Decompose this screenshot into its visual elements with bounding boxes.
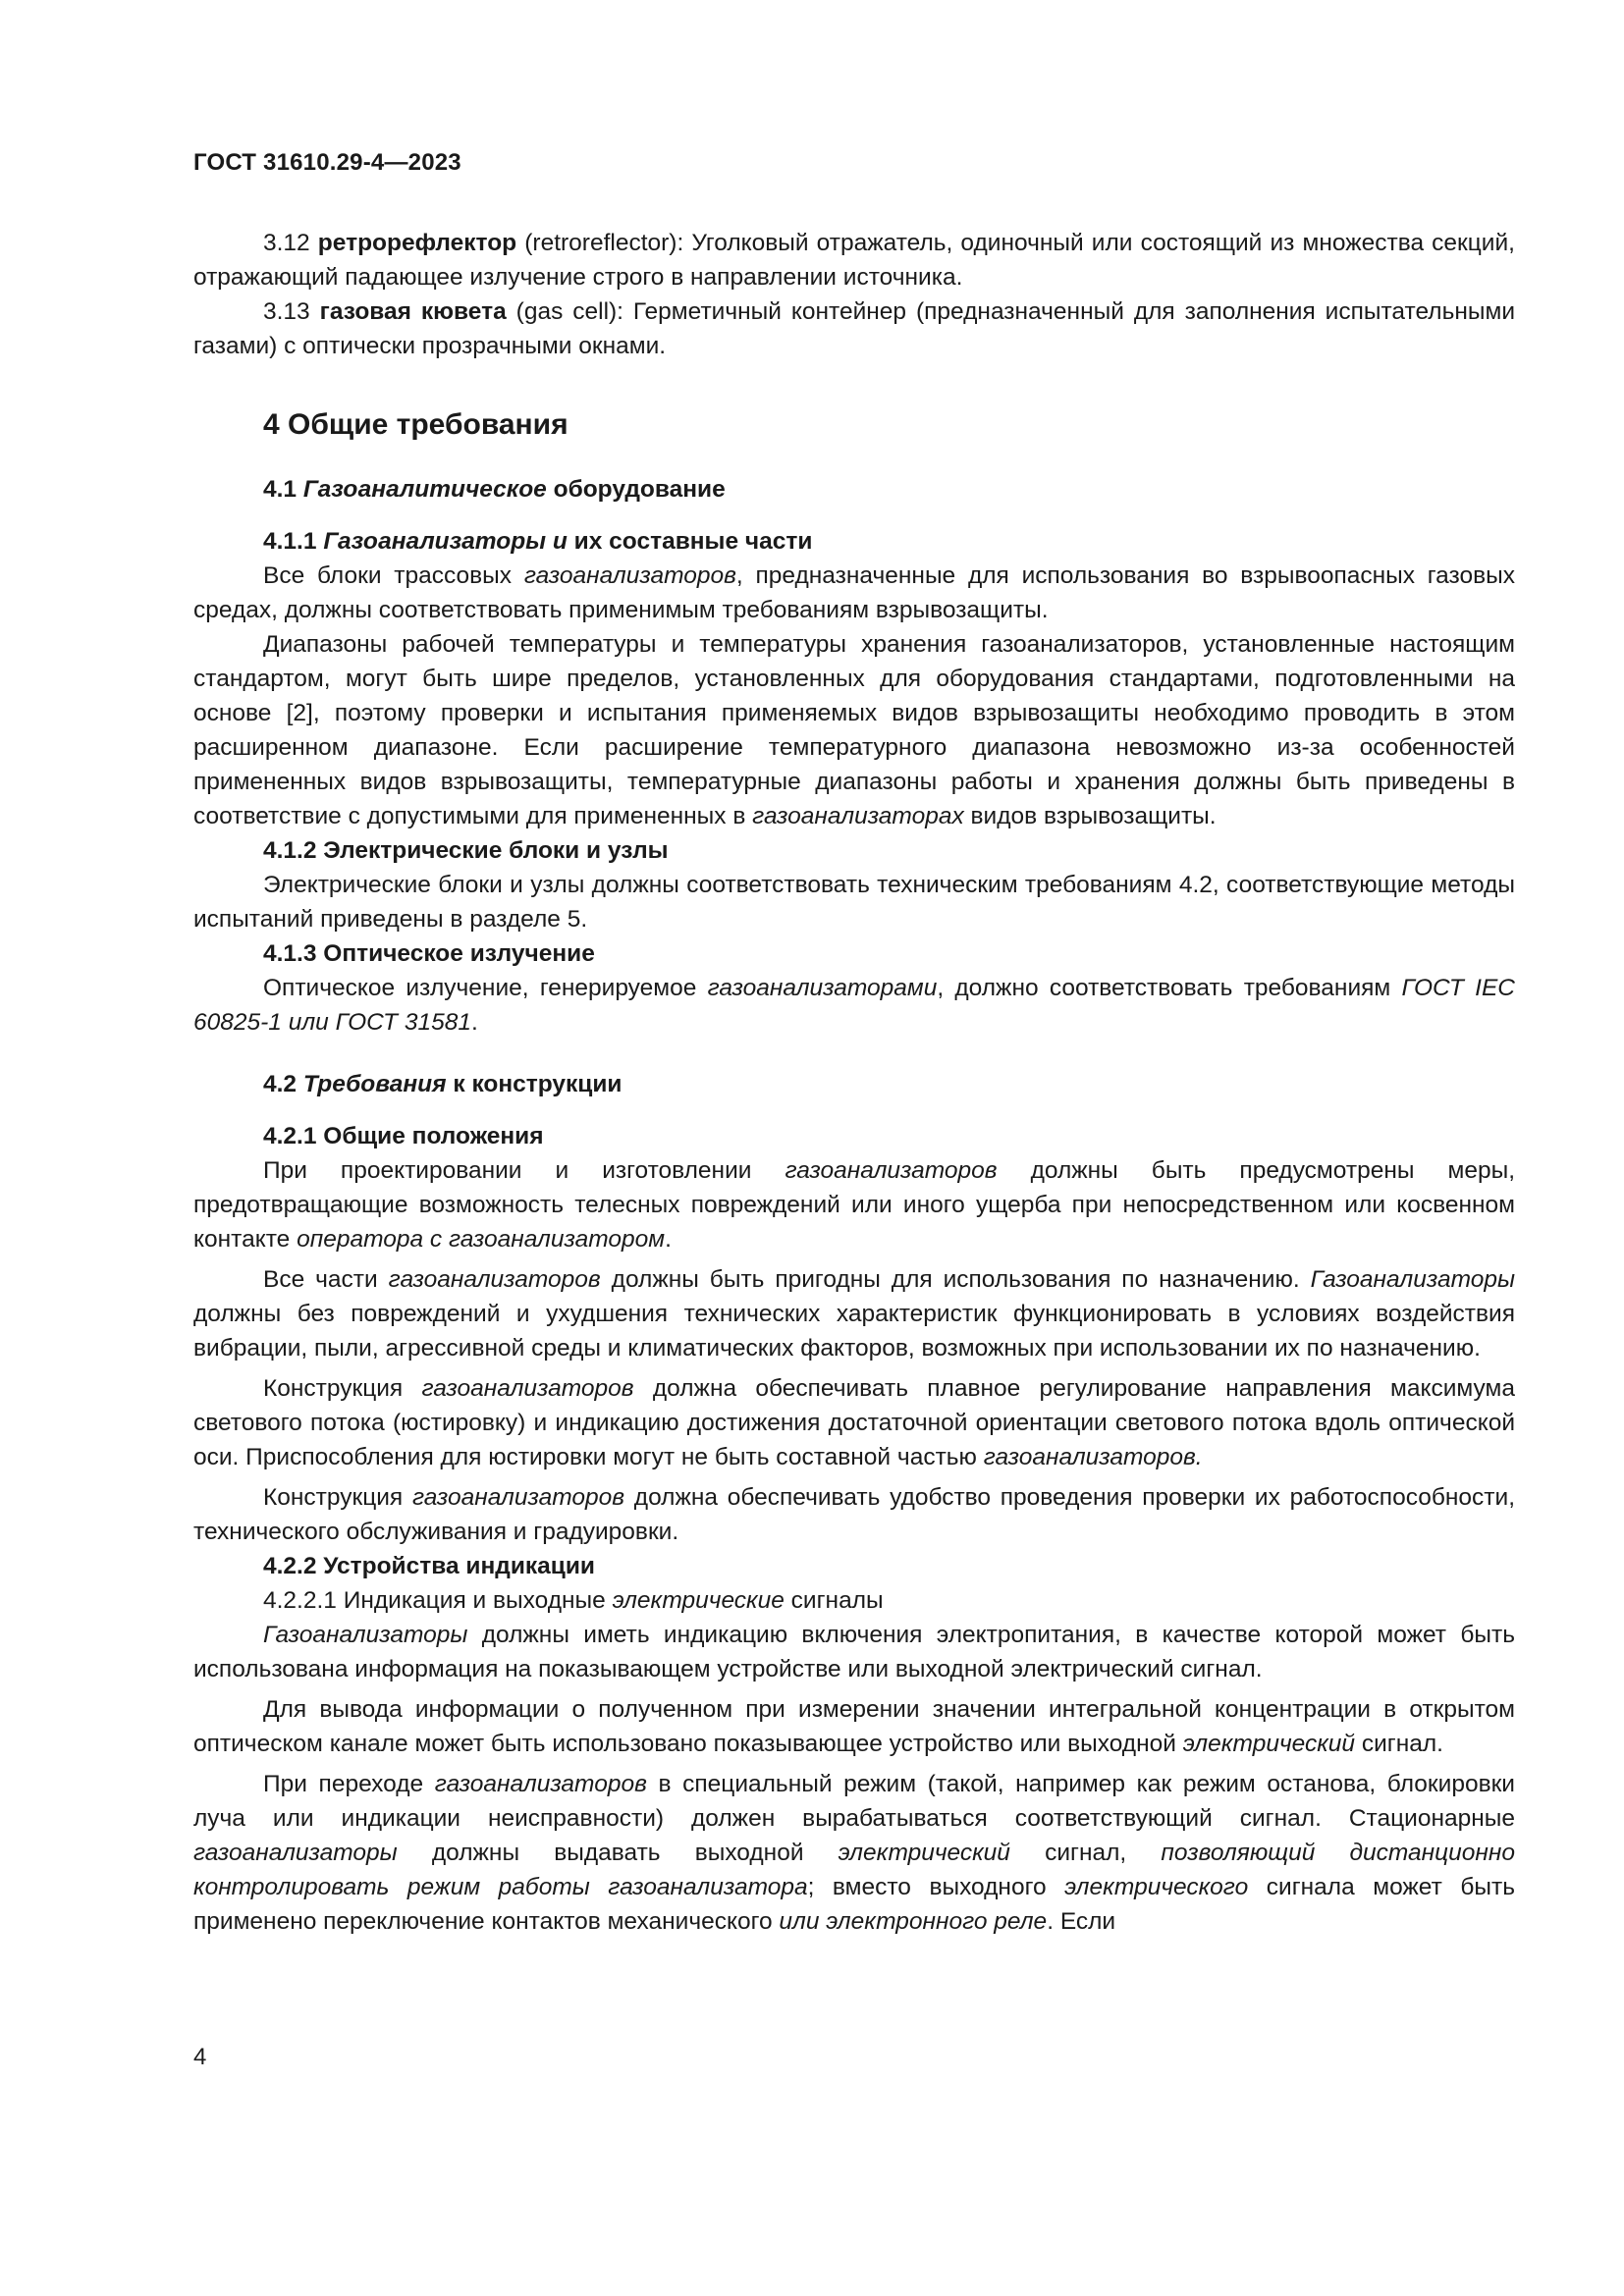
paragraph bbox=[193, 971, 1515, 1040]
text-italic: электрического bbox=[1064, 1874, 1249, 1900]
text-italic: газоанализаторах bbox=[752, 803, 964, 829]
text-run: . Если bbox=[1047, 1908, 1116, 1935]
text-run: 4.1.1 bbox=[263, 528, 324, 555]
text-run: должны быть пригодны для использования по назначению. bbox=[600, 1266, 1311, 1293]
subsection-heading bbox=[263, 1067, 1515, 1101]
text-italic: позволяющий дистанционно контролировать режим работы газоанализатора bbox=[193, 1840, 1515, 1900]
text-run: сигнала может быть применено переключение контактов механического bbox=[193, 1874, 1515, 1935]
text-run: 3.12 bbox=[263, 230, 318, 256]
paragraph bbox=[193, 1583, 1515, 1618]
text-run: При проектировании и изготовлении bbox=[263, 1157, 785, 1184]
text-italic: или электронного реле bbox=[779, 1908, 1048, 1935]
paragraph bbox=[193, 1480, 1515, 1549]
text-run: ; вместо выходного bbox=[807, 1874, 1065, 1900]
clause-heading bbox=[263, 524, 1515, 559]
subsection-heading bbox=[263, 472, 1515, 507]
text-run: Все части bbox=[263, 1266, 389, 1293]
text-run: к конструкции bbox=[446, 1071, 623, 1097]
text-run: (retroreflector): Уголковый отражатель, одиночный или состоящий из множества секций, отражающий падающее излучение строго в направлении источника. bbox=[193, 230, 1515, 291]
text-run: Для вывода информации о полученном при измерении значении интегральной концентрации в открытом оптическом канале может быть использовано показывающее устройство или выходной bbox=[193, 1696, 1515, 1757]
text-run: Электрические блоки и узлы должны соответствовать техническим требованиям 4.2, соответствующие методы испытаний приведены в разделе 5. bbox=[193, 872, 1515, 933]
text-run: должна обеспечивать плавное регулирование направления максимума светового потока (юстировку) и индикацию достижения достаточной ориентации светового потока вдоль оптической оси. Приспособления для юстировки могут не быть составной частью bbox=[193, 1375, 1515, 1470]
text-italic: Газоанализаторы bbox=[263, 1622, 468, 1648]
term-bold: газовая кювета bbox=[319, 298, 507, 325]
paragraph bbox=[193, 294, 1515, 363]
text-run: (gas cell): Герметичный контейнер (предназначенный для заполнения испытательными газами) с оптически прозрачными окнами. bbox=[193, 298, 1516, 359]
text-italic: газоанализаторов bbox=[523, 562, 736, 589]
paragraph bbox=[193, 226, 1515, 294]
text-run: , предназначенные для использования во взрывоопасных газовых средах, должны соответствовать применимым требованиям взрывозащиты. bbox=[193, 562, 1515, 623]
text-run: 4.2 bbox=[263, 1071, 303, 1097]
text-run: должны выдавать выходной bbox=[397, 1840, 839, 1866]
text-run: должна обеспечивать удобство проведения проверки их работоспособности, технического обслуживания и градуировки. bbox=[193, 1484, 1515, 1545]
text-run: в специальный режим (такой, например как режим останова, блокировки луча или индикации неисправности) должен вырабатываться соответствующий сигнал. Стационарные bbox=[193, 1771, 1515, 1832]
text-run: 4.1 bbox=[263, 476, 303, 503]
text-run: должны быть предусмотрены меры, предотвращающие возможность телесных повреждений или иного ущерба при непосредственном или косвенном контакте bbox=[193, 1157, 1516, 1253]
paragraph bbox=[193, 1692, 1515, 1761]
text-run: 4.2.2 Устройства индикации bbox=[263, 1553, 595, 1579]
clause-heading bbox=[263, 833, 1515, 868]
document-body bbox=[193, 226, 1515, 1939]
text-italic: газоанализаторов bbox=[785, 1157, 998, 1184]
text-run: их составные части bbox=[567, 528, 813, 555]
text-italic: электрический bbox=[1182, 1731, 1356, 1757]
text-run: 4.1.2 Электрические блоки и узлы bbox=[263, 837, 669, 864]
text-run: Оптическое излучение, генерируемое bbox=[263, 975, 708, 1001]
clause-heading bbox=[263, 936, 1515, 971]
text-italic: газоанализаторы bbox=[193, 1840, 398, 1866]
text-italic: Газоанализаторы bbox=[1310, 1266, 1515, 1293]
text-run: 4.1.3 Оптическое излучение bbox=[263, 940, 595, 967]
text-run: , должно соответствовать требованиям bbox=[937, 975, 1402, 1001]
text-italic: Газоаналитическое bbox=[302, 476, 547, 503]
text-run: Все блоки трассовых bbox=[263, 562, 524, 589]
text-run: . bbox=[665, 1226, 672, 1253]
text-run: 3.13 bbox=[263, 298, 320, 325]
text-italic: газоанализаторов bbox=[434, 1771, 647, 1797]
clause-heading bbox=[263, 1119, 1515, 1153]
text-italic: газоанализаторов bbox=[411, 1484, 625, 1511]
text-run: При переходе bbox=[263, 1771, 435, 1797]
paragraph bbox=[193, 1262, 1515, 1365]
document-header: ГОСТ 31610.29-4—2023 bbox=[193, 149, 461, 176]
page-number: 4 bbox=[193, 2044, 207, 2070]
text-run: сигнал. bbox=[1355, 1731, 1443, 1757]
text-run: 4.2.2.1 Индикация и выходные bbox=[263, 1587, 613, 1614]
text-run: . bbox=[470, 1009, 478, 1036]
text-run: Конструкция bbox=[263, 1375, 422, 1402]
term-bold: ретрорефлектор bbox=[317, 230, 517, 256]
text-italic: газоанализаторов bbox=[421, 1375, 634, 1402]
paragraph bbox=[193, 559, 1515, 627]
text-run: Конструкция bbox=[263, 1484, 412, 1511]
text-italic: ГОСТ IEC 60825-1 или ГОСТ 31581 bbox=[193, 975, 1515, 1036]
text-italic: электрические bbox=[612, 1587, 785, 1614]
text-run: оборудование bbox=[546, 476, 726, 503]
text-italic: электрический bbox=[838, 1840, 1010, 1866]
section-heading bbox=[263, 405, 1515, 445]
text-italic: Газоанализаторы и bbox=[323, 528, 568, 555]
text-italic: газоанализаторами bbox=[707, 975, 938, 1001]
text-italic: газоанализаторов. bbox=[983, 1444, 1203, 1470]
text-run: 4 Общие требования bbox=[263, 408, 568, 441]
text-run: сигнал, bbox=[1009, 1840, 1162, 1866]
paragraph bbox=[193, 1767, 1515, 1939]
paragraph bbox=[193, 1618, 1515, 1686]
text-run: видов взрывозащиты. bbox=[963, 803, 1217, 829]
text-italic: оператора с газоанализатором bbox=[297, 1226, 666, 1253]
text-italic: газоанализаторов bbox=[388, 1266, 601, 1293]
paragraph bbox=[193, 868, 1515, 936]
paragraph bbox=[193, 627, 1515, 833]
text-run: 4.2.1 Общие положения bbox=[263, 1123, 544, 1149]
text-run: должны без повреждений и ухудшения технических характеристик функционировать в условиях воздействия вибрации, пыли, агрессивной среды и климатических факторов, возможных при использовании их по назначению. bbox=[193, 1301, 1515, 1362]
paragraph bbox=[193, 1153, 1515, 1256]
text-run: сигналы bbox=[784, 1587, 884, 1614]
paragraph bbox=[193, 1371, 1515, 1474]
text-italic: Требования bbox=[302, 1071, 447, 1097]
text-run: должны иметь индикацию включения электропитания, в качестве которой может быть использована информация на показывающем устройстве или выходной электрический сигнал. bbox=[193, 1622, 1515, 1682]
text-run: Диапазоны рабочей температуры и температуры хранения газоанализаторов, установленные настоящим стандартом, могут быть шире пределов, установленных для оборудования стандартами, подготовленными на основе [2], поэтому проверки и испытания применяемых видов взрывозащиты необходимо проводить в этом расширенном диапазоне. Если расширение температурного диапазона невозможно из-за особенностей примененных видов взрывозащиты, температурные диапазоны работы и хранения должны быть приведены в соответствие с допустимыми для примененных в bbox=[193, 631, 1515, 829]
clause-heading bbox=[263, 1549, 1515, 1583]
